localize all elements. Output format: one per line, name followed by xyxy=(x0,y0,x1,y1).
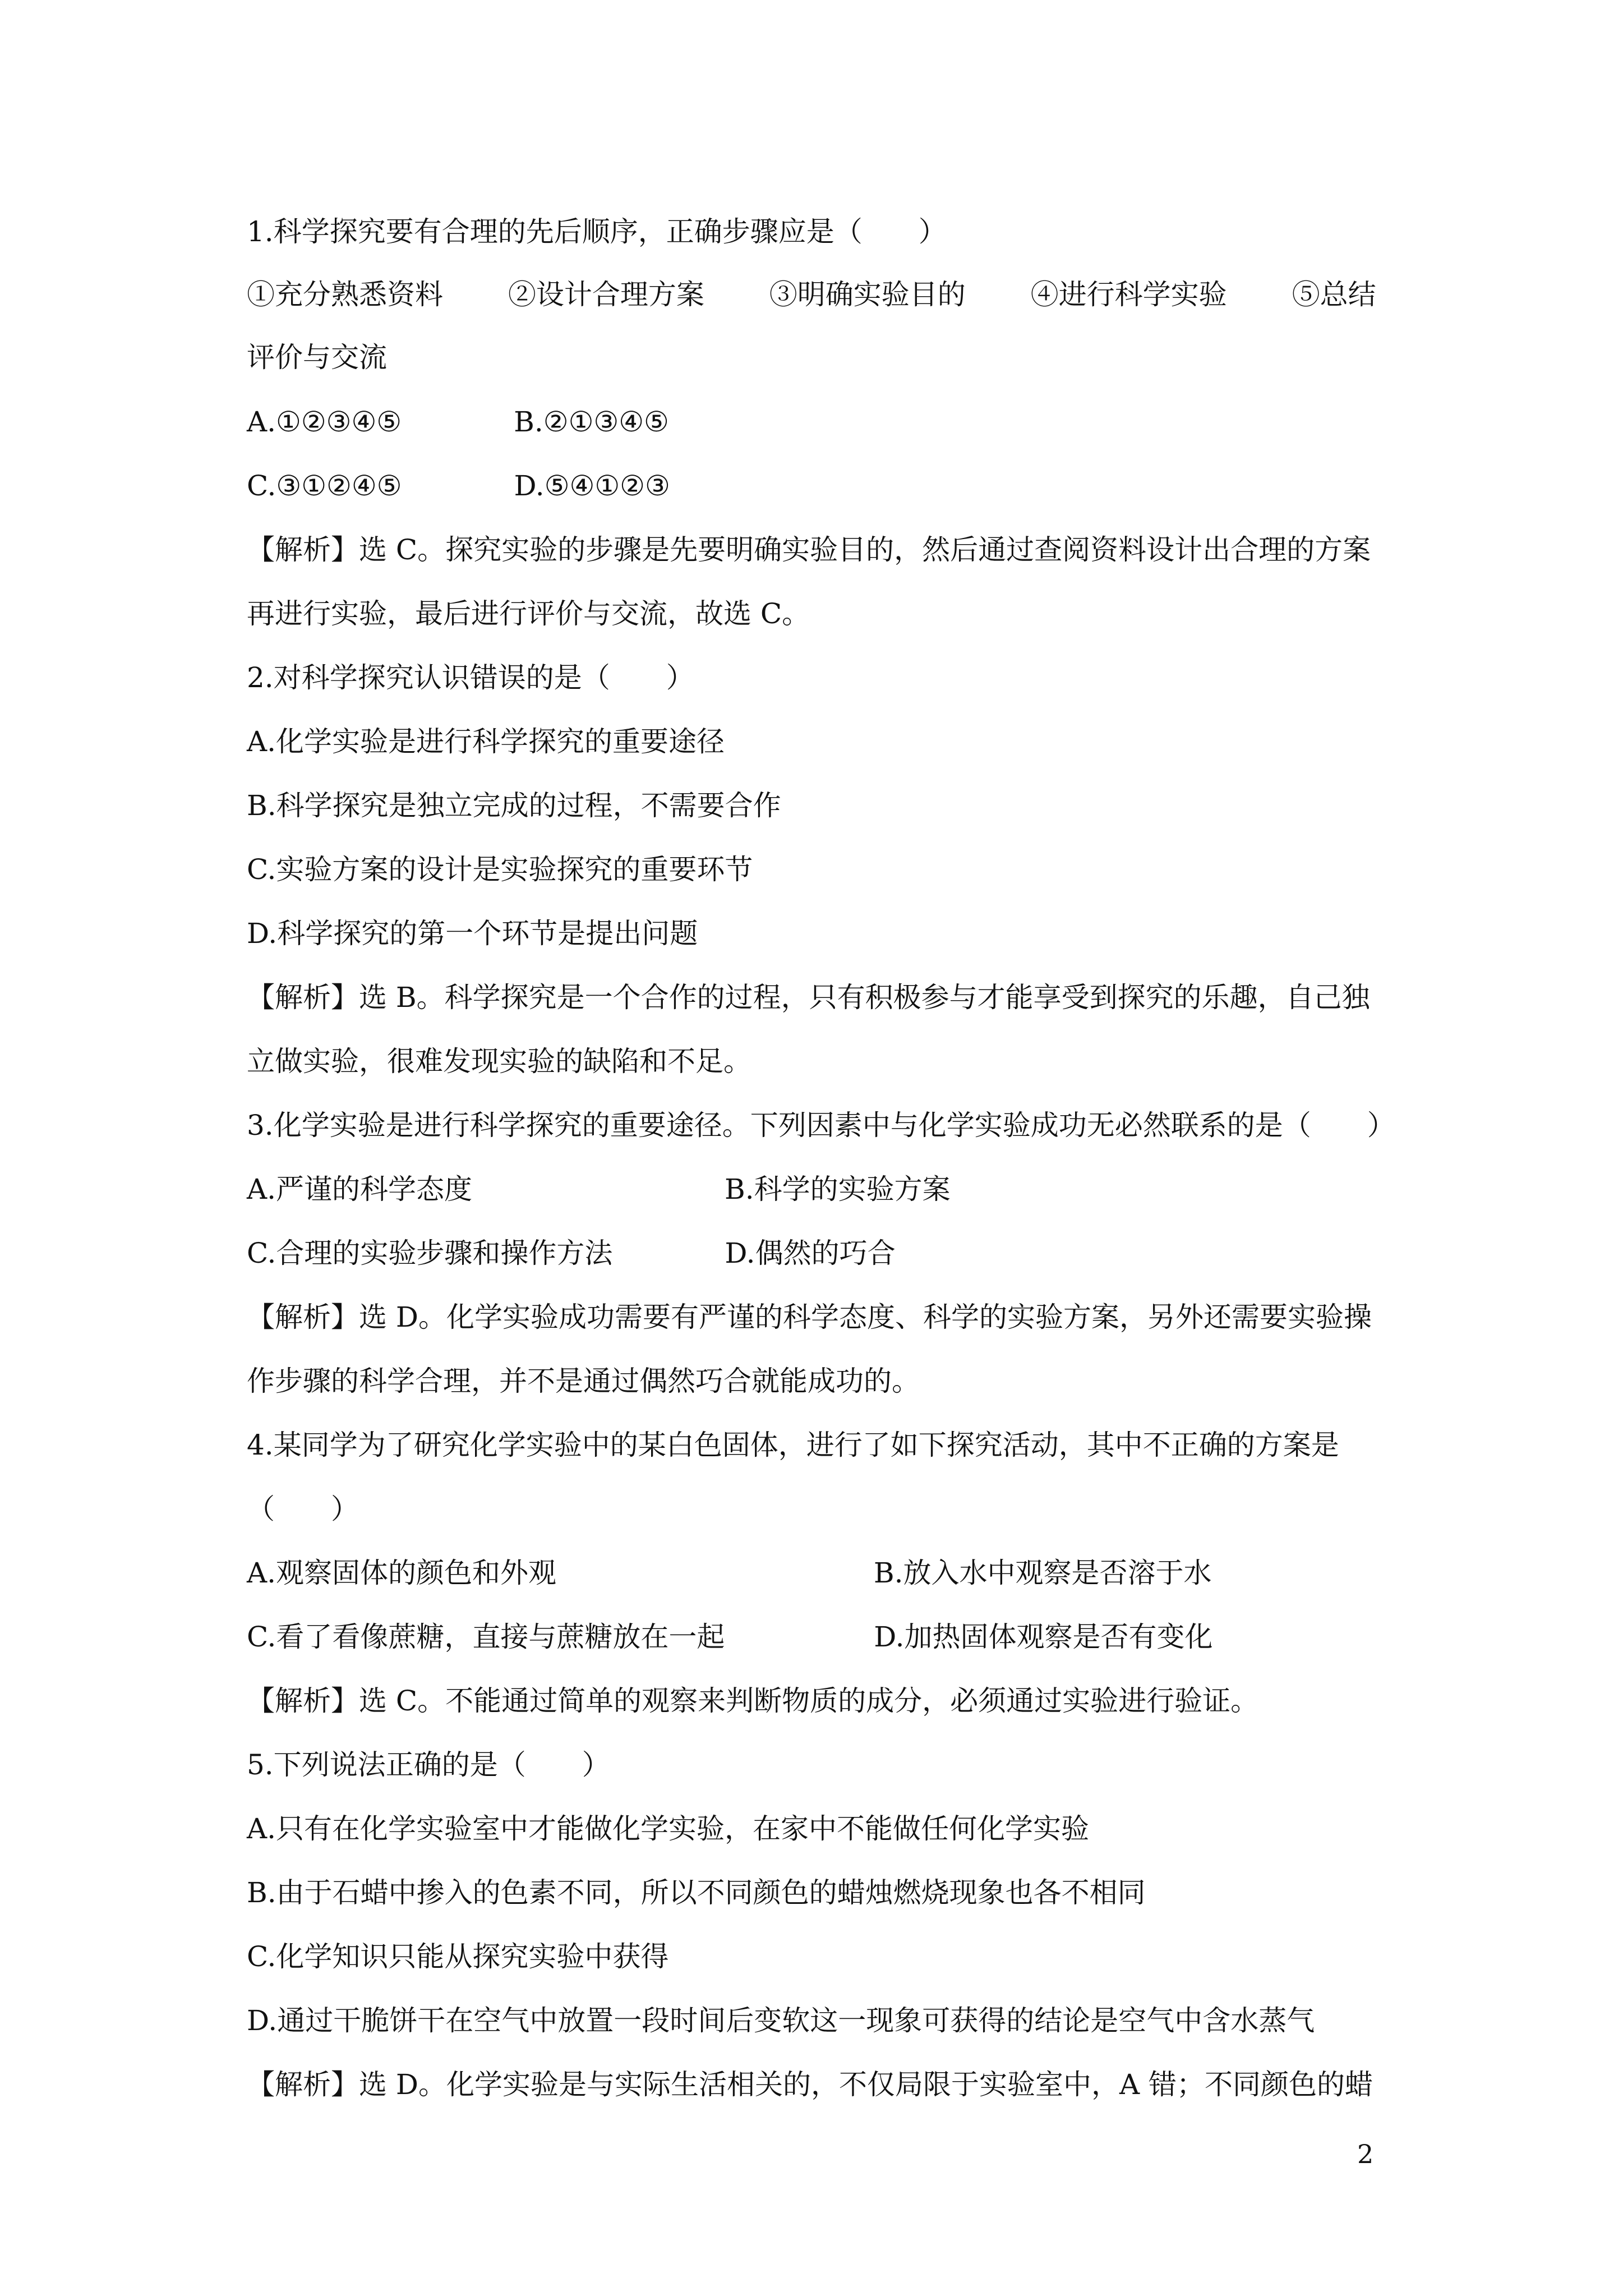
q1-analysis-line2: 再进行实验，最后进行评价与交流，故选 C。 xyxy=(247,597,810,630)
q2-option-d: D.科学探究的第一个环节是提出问题 xyxy=(247,917,698,950)
page-number: 2 xyxy=(1357,2139,1374,2169)
q3-analysis-line2: 作步骤的科学合理，并不是通过偶然巧合就能成功的。 xyxy=(247,1365,920,1397)
q1-options-line1: A.①②③④⑤ B.②①③④⑤ xyxy=(247,406,669,438)
q5-stem: 5.下列说法正确的是（ ） xyxy=(247,1749,610,1781)
q2-analysis-line1: 【解析】选 B。科学探究是一个合作的过程，只有积极参与才能享受到探究的乐趣，自己独 xyxy=(247,981,1370,1014)
q3-options-line2: C.合理的实验步骤和操作方法 D.偶然的巧合 xyxy=(247,1237,896,1269)
q2-stem: 2.对科学探究认识错误的是（ ） xyxy=(247,661,694,694)
q2-option-a: A.化学实验是进行科学探究的重要途径 xyxy=(247,725,725,758)
q1-items-line1: ①充分熟悉资料 ②设计合理方案 ③明确实验目的 ④进行科学实验 ⑤总结 xyxy=(247,278,1376,311)
q5-option-d: D.通过干脆饼干在空气中放置一段时间后变软这一现象可获得的结论是空气中含水蒸气 xyxy=(247,2004,1315,2037)
q4-stem-line1: 4.某同学为了研究化学实验中的某白色固体，进行了如下探究活动，其中不正确的方案是 xyxy=(247,1429,1339,1461)
q1-analysis-line1: 【解析】选 C。探究实验的步骤是先要明确实验目的，然后通过查阅资料设计出合理的方案 xyxy=(247,533,1371,566)
q4-stem-line2: （ ） xyxy=(247,1493,359,1525)
q3-analysis-line1: 【解析】选 D。化学实验成功需要有严谨的科学态度、科学的实验方案，另外还需要实验操 xyxy=(247,1301,1372,1333)
q2-option-b: B.科学探究是独立完成的过程，不需要合作 xyxy=(247,789,781,822)
q1-items-line2: 评价与交流 xyxy=(247,341,387,374)
q4-options-line1: A.观察固体的颜色和外观 B.放入水中观察是否溶于水 xyxy=(247,1557,1212,1589)
q5-option-c: C.化学知识只能从探究实验中获得 xyxy=(247,1940,669,1973)
q3-options-line1: A.严谨的科学态度 B.科学的实验方案 xyxy=(247,1173,951,1205)
q3-stem: 3.化学实验是进行科学探究的重要途径。下列因素中与化学实验成功无必然联系的是（ ） xyxy=(247,1109,1395,1142)
q5-option-a: A.只有在化学实验室中才能做化学实验，在家中不能做任何化学实验 xyxy=(247,1812,1090,1845)
q5-option-b: B.由于石蜡中掺入的色素不同，所以不同颜色的蜡烛燃烧现象也各不相同 xyxy=(247,1876,1146,1909)
q2-analysis-line2: 立做实验，很难发现实验的缺陷和不足。 xyxy=(247,1045,751,1078)
q5-analysis-line1: 【解析】选 D。化学实验是与实际生活相关的，不仅局限于实验室中，A 错；不同颜色的蜡 xyxy=(247,2068,1373,2101)
q4-analysis: 【解析】选 C。不能通过简单的观察来判断物质的成分，必须通过实验进行验证。 xyxy=(247,1685,1259,1717)
q2-option-c: C.实验方案的设计是实验探究的重要环节 xyxy=(247,853,753,886)
q1-options-line2: C.③①②④⑤ D.⑤④①②③ xyxy=(247,470,670,502)
q4-options-line2: C.看了看像蔗糖，直接与蔗糖放在一起 D.加热固体观察是否有变化 xyxy=(247,1621,1213,1653)
q1-stem: 1.科学探究要有合理的先后顺序，正确步骤应是（ ） xyxy=(247,215,947,248)
